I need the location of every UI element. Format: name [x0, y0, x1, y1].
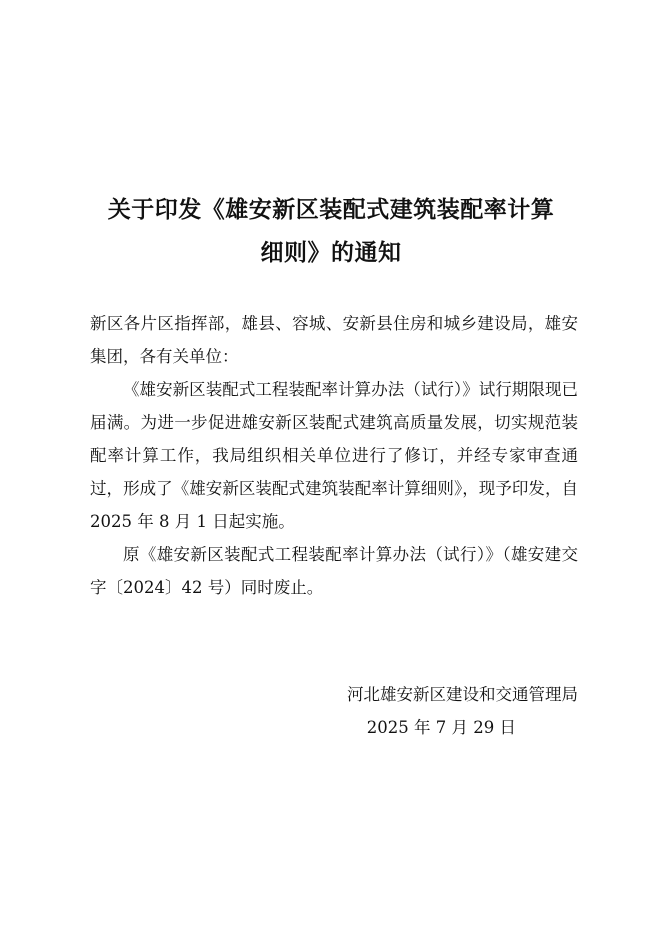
document-title-line-1: 关于印发《雄安新区装配式建筑装配率计算: [107, 197, 555, 223]
issuing-authority: 河北雄安新区建设和交通管理局: [347, 685, 578, 704]
salutation: 新区各片区指挥部，雄县、容城、安新县住房和城乡建设局，雄安集团，各有关单位：: [90, 314, 578, 366]
body-paragraph-2: 原《雄安新区装配式工程装配率计算办法（试行）》（雄安建交字〔2024〕42 号）同时废止。: [90, 545, 578, 597]
document-title-line-2: 细则》的通知: [260, 240, 402, 266]
issue-date: 2025 年 7 月 29 日: [366, 718, 516, 737]
body-paragraph-1: 《雄安新区装配式工程装配率计算办法（试行）》试行期限现已届满。为进一步促进雄安新区装配式建筑高质量发展，切实规范装配率计算工作，我局组织相关单位进行了修订，并经专家审查通过，形成了《雄安新区装配式建筑装配率计算细则》，现予印发，自 2025 年 8 月 1 日起实施。: [90, 380, 578, 531]
